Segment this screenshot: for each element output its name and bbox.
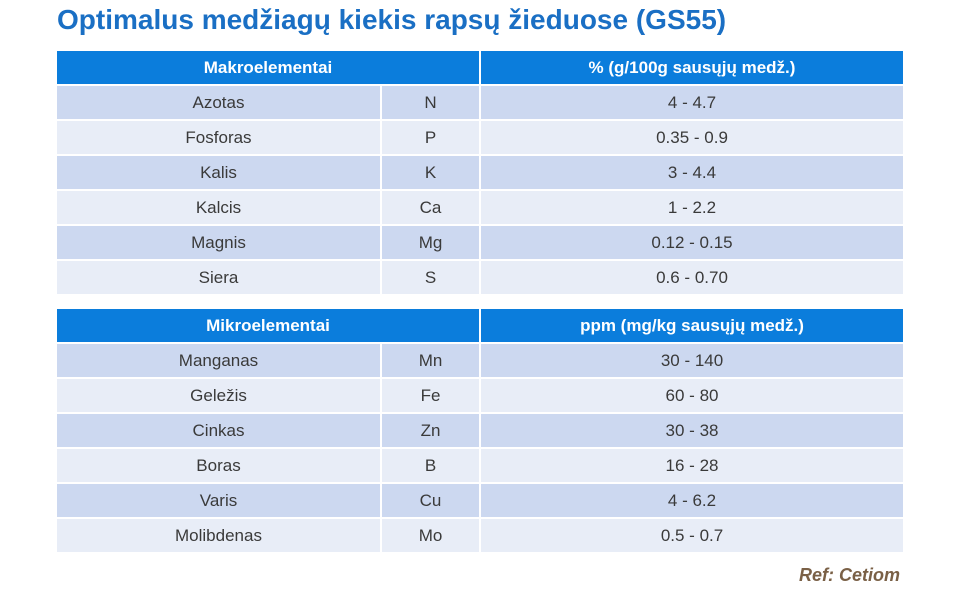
element-value: 0.6 - 0.70 <box>479 259 903 294</box>
element-symbol: S <box>380 259 479 294</box>
table-row <box>57 377 903 412</box>
element-name: Geležis <box>57 377 380 412</box>
table-row <box>57 84 903 119</box>
element-name: Varis <box>57 482 380 517</box>
table-row <box>57 412 903 447</box>
table-row <box>57 259 903 294</box>
element-symbol: Mo <box>380 517 479 552</box>
element-symbol: B <box>380 447 479 482</box>
table-row <box>57 224 903 259</box>
macro-header-left: Makroelementai <box>57 51 479 84</box>
table-header-row <box>57 309 903 342</box>
element-symbol: N <box>380 84 479 119</box>
table-row <box>57 447 903 482</box>
element-symbol: Ca <box>380 189 479 224</box>
table-row <box>57 119 903 154</box>
element-value: 16 - 28 <box>479 447 903 482</box>
element-value: 3 - 4.4 <box>479 154 903 189</box>
element-value: 60 - 80 <box>479 377 903 412</box>
element-symbol: P <box>380 119 479 154</box>
element-name: Kalcis <box>57 189 380 224</box>
element-name: Manganas <box>57 342 380 377</box>
table-row <box>57 154 903 189</box>
table-row <box>57 189 903 224</box>
micro-header-right: ppm (mg/kg sausųjų medž.) <box>479 309 903 342</box>
macro-elements-table <box>57 51 903 294</box>
element-value: 4 - 6.2 <box>479 482 903 517</box>
element-name: Siera <box>57 259 380 294</box>
element-name: Kalis <box>57 154 380 189</box>
element-name: Magnis <box>57 224 380 259</box>
element-value: 0.35 - 0.9 <box>479 119 903 154</box>
element-name: Fosforas <box>57 119 380 154</box>
element-name: Molibdenas <box>57 517 380 552</box>
element-name: Cinkas <box>57 412 380 447</box>
element-symbol: Cu <box>380 482 479 517</box>
table-row <box>57 517 903 552</box>
table-row <box>57 342 903 377</box>
element-symbol: K <box>380 154 479 189</box>
reference-note: Ref: Cetiom <box>798 565 900 585</box>
table-header-row <box>57 51 903 84</box>
element-value: 30 - 38 <box>479 412 903 447</box>
macro-header-right: % (g/100g sausųjų medž.) <box>479 51 903 84</box>
table-row <box>57 482 903 517</box>
micro-elements-table <box>57 309 903 552</box>
element-value: 0.5 - 0.7 <box>479 517 903 552</box>
element-symbol: Fe <box>380 377 479 412</box>
element-symbol: Zn <box>380 412 479 447</box>
element-name: Boras <box>57 447 380 482</box>
element-value: 0.12 - 0.15 <box>479 224 903 259</box>
element-name: Azotas <box>57 84 380 119</box>
micro-header-left: Mikroelementai <box>57 309 479 342</box>
page-title: Optimalus medžiagų kiekis rapsų žieduose (GS55) <box>57 4 727 35</box>
element-value: 30 - 140 <box>479 342 903 377</box>
element-symbol: Mn <box>380 342 479 377</box>
element-value: 4 - 4.7 <box>479 84 903 119</box>
element-value: 1 - 2.2 <box>479 189 903 224</box>
element-symbol: Mg <box>380 224 479 259</box>
